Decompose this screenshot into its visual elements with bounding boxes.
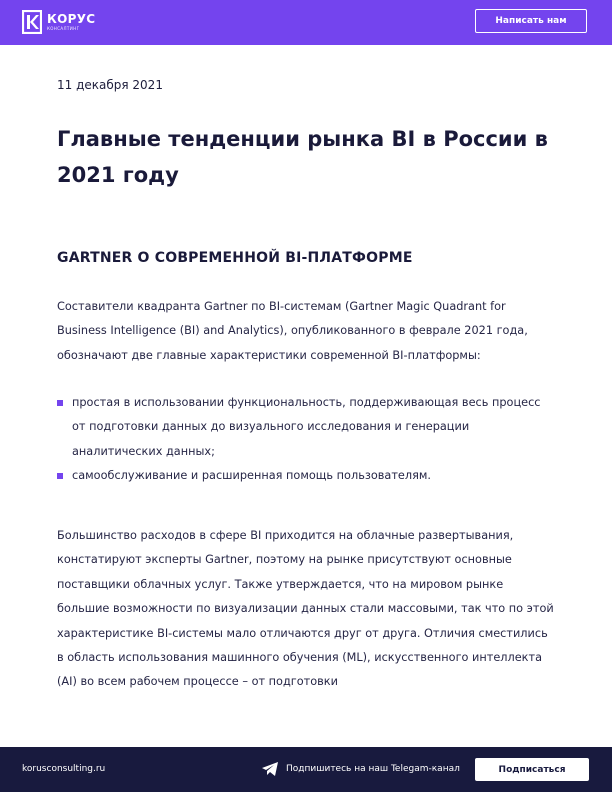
telegram-text: Подпишитесь на наш Telegam-канал [286, 764, 460, 774]
intro-paragraph: Составители квадранта Gartner по BI-системам (Gartner Magic Quadrant for Business Intelligence (BI) and Analytics), опубликованного в феврале 2021 года, обозначают две главные характеристики современной BI-платформы: [57, 300, 528, 362]
bottom-footer [0, 747, 612, 792]
body-paragraph: Большинство расходов в сфере BI приходится на облачные развертывания, констатируют эксперты Gartner, поэтому на рынке присутствуют основные поставщики облачных услуг. Также утверждается, что на мировом рынке большие возможности по визуализации данных стали массовыми, так что по этой характеристике BI-системы мало отличаются друг от друга. Отличия сместились в область использования машинного обучения (ML), искусственного интеллекта (AI) во всем рабочем процессе – от подготовки [57, 529, 554, 689]
brand-logo[interactable] [22, 10, 95, 34]
site-link[interactable]: korusconsulting.ru [22, 764, 106, 774]
list-item [57, 464, 557, 488]
page-title: Главные тенденции рынка BI в России в 2021 году [57, 127, 548, 187]
list-item-text: самообслуживание и расширенная помощь пользователям. [72, 469, 432, 483]
list-item-text: простая в использовании функциональность, поддерживающая весь процесс от подготовки данных до визуального исследования и генерации аналитических данных; [72, 396, 541, 458]
article-date: 11 декабря 2021 [57, 78, 163, 92]
characteristics-list [57, 391, 557, 489]
bullet-square-icon [57, 473, 63, 479]
telegram-link[interactable] [262, 762, 460, 776]
write-us-button[interactable]: Написать нам [475, 9, 587, 33]
korus-logo-icon [22, 10, 42, 34]
brand-text [47, 13, 95, 32]
top-header [0, 0, 612, 45]
subscribe-button[interactable]: Подписаться [475, 758, 589, 781]
brand-subtitle: КОНСАЛТИНГ [47, 25, 80, 31]
bullet-square-icon [57, 400, 63, 406]
brand-name: КОРУС [47, 11, 96, 26]
list-item [57, 391, 557, 464]
telegram-icon [262, 762, 278, 776]
section-heading: GARTNER О СОВРЕМЕННОЙ BI-ПЛАТФОРМЕ [57, 250, 413, 266]
